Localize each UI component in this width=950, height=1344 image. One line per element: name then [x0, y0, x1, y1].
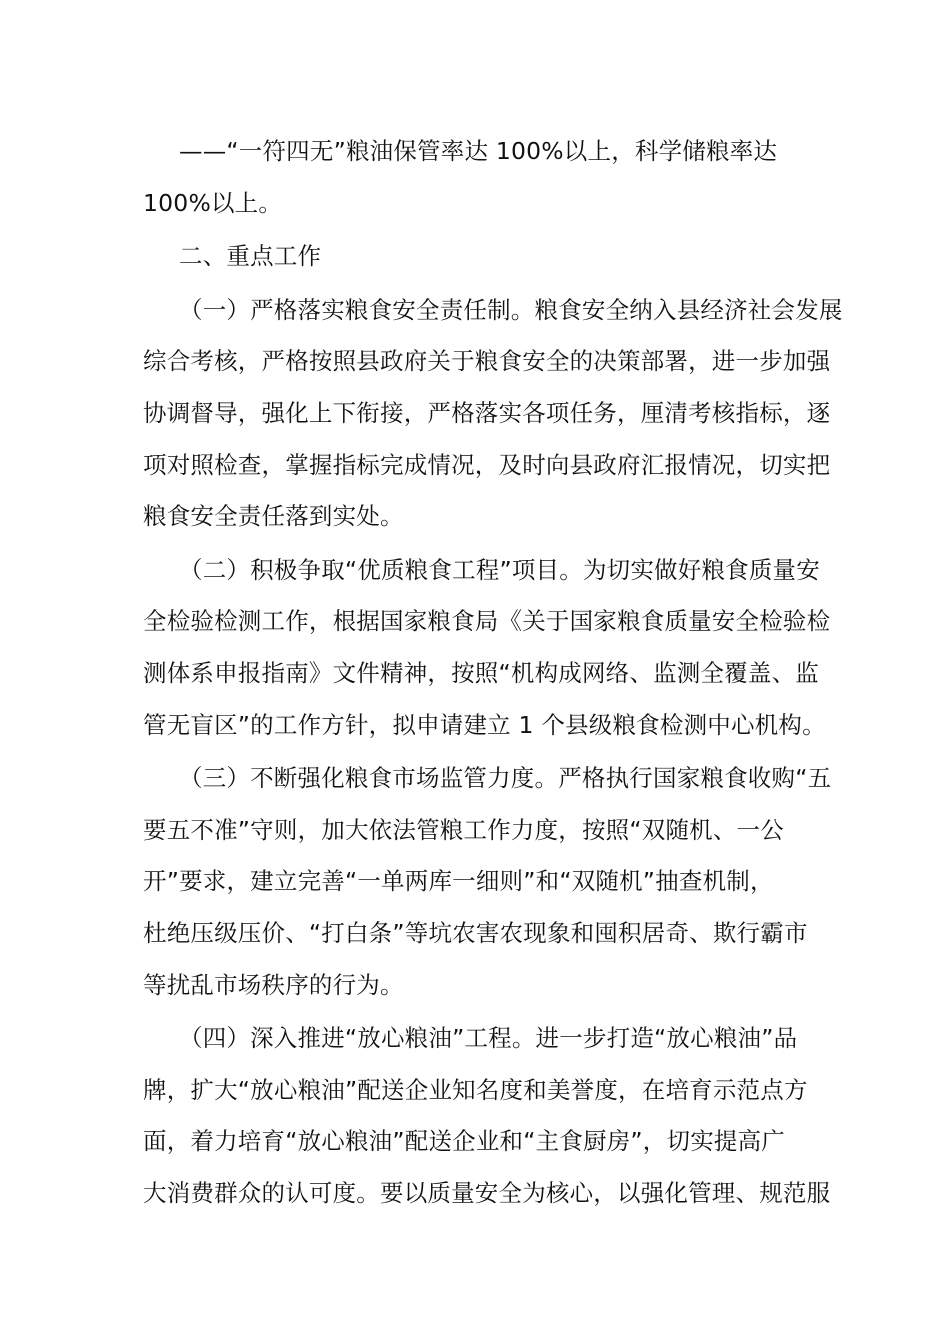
text-line: 综合考核，严格按照县政府关于粮食安全的决策部署，进一步加强 — [143, 347, 831, 376]
paragraph-target-storage — [143, 126, 808, 229]
heading-text: 二、重点工作 — [179, 242, 322, 271]
text-line: 项对照检查，掌握指标完成情况，及时向县政府汇报情况，切实把 — [143, 450, 831, 479]
text-line: 粮食安全责任落到实处。 — [143, 502, 404, 531]
text-line: （三）不断强化粮食市场监管力度。严格执行国家粮食收购“五 — [179, 764, 832, 793]
text-line: 协调督导，强化上下衔接，严格落实各项任务，厘清考核指标，逐 — [143, 398, 831, 427]
paragraph-item-2 — [143, 545, 831, 751]
text-line: 面，着力培育“放心粮油”配送企业和“主食厨房”，切实提高广 — [143, 1127, 785, 1156]
text-line: 100%以上。 — [143, 188, 283, 217]
text-line: 牌，扩大“放心粮油”配送企业知名度和美誉度，在培育示范点方 — [143, 1075, 808, 1104]
text-line: 等扰乱市场秩序的行为。 — [143, 970, 404, 999]
text-line: 测体系申报指南》文件精神，按照“机构成网络、监测全覆盖、监 — [143, 658, 819, 687]
text-line: （二）积极争取“优质粮食工程”项目。为切实做好粮食质量安 — [179, 555, 820, 584]
text-line: 管无盲区”的工作方针，拟申请建立 1 个县级粮食检测中心机构。 — [143, 710, 826, 739]
text-line: ——“一符四无”粮油保管率达 100%以上，科学储粮率达 — [179, 137, 778, 165]
text-line: （一）严格落实粮食安全责任制。粮食安全纳入县经济社会发展 — [179, 295, 843, 324]
text-line: 要五不准”守则，加大依法管粮工作力度，按照“双随机、一公 — [143, 815, 784, 844]
paragraph-item-4 — [143, 1013, 831, 1219]
text-line: （四）深入推进“放心粮油”工程。进一步打造“放心粮油”品 — [179, 1024, 798, 1053]
document-body — [143, 126, 843, 1221]
text-line: 大消费群众的认可度。要以质量安全为核心，以强化管理、规范服 — [143, 1178, 831, 1207]
paragraph-item-1 — [143, 285, 843, 543]
section-heading — [143, 231, 808, 283]
text-line: 全检验检测工作，根据国家粮食局《关于国家粮食质量安全检验检 — [143, 607, 831, 636]
paragraph-item-3 — [143, 753, 832, 1011]
text-line: 开”要求，建立完善“一单两库一细则”和“双随机”抽查机制， — [143, 867, 774, 896]
text-line: 杜绝压级压价、“打白条”等坑农害农现象和囤积居奇、欺行霸市 — [143, 918, 808, 947]
